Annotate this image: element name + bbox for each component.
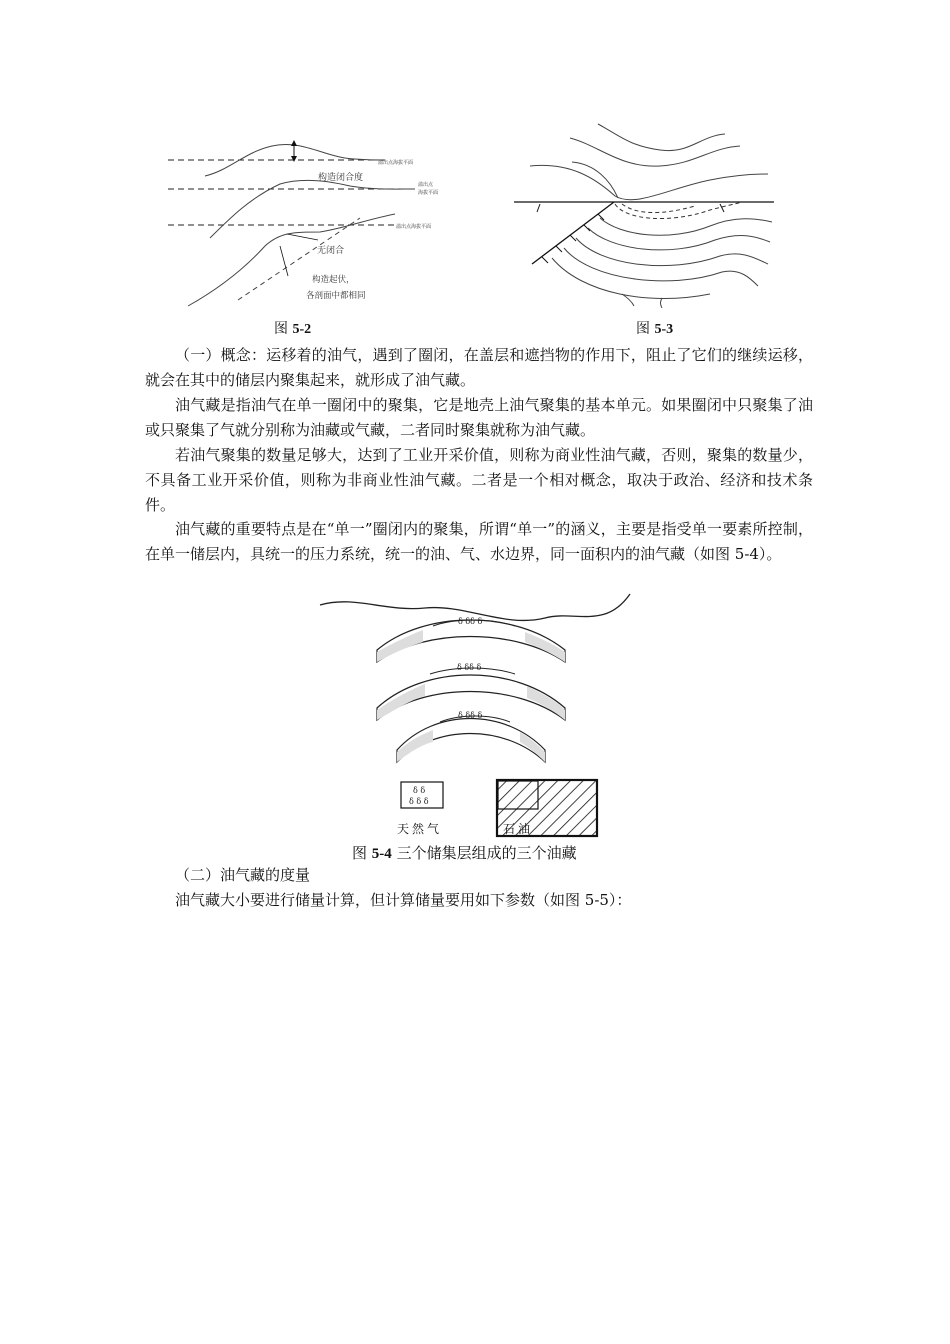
label-relief-1: 构造起伏， [312,275,355,285]
paragraph-commercial: 若油气聚集的数量足够大，达到了工业开采价值，则称为商业性油气藏，否则，聚集的数量少，不具备工业开采价值，则称为非商业性油气藏。二者是一个相对概念，取决于政治、经济和技术条件。 [145,446,813,514]
label-spill-plane-2: 海拔平面 [418,190,439,196]
label-spill-plane-1: 溢出点海拔平面 [378,160,414,166]
svg-text:δ δδ δ: δ δδ δ [458,617,483,626]
svg-text:δ δδ δ: δ δδ δ [457,663,482,672]
svg-text:δ δδ δ: δ δδ δ [458,711,483,720]
caption-fig-5-4: 图 5-4 三个储集层组成的三个油藏 [352,844,577,862]
figure-5-4 [315,590,635,845]
caption-fig-5-3: 图 5-3 [636,321,674,337]
label-relief-2: 各剖面中都相同 [306,291,366,301]
relief-dashed-line [238,218,360,300]
figure-5-3 [510,118,780,308]
label-spill-point: 溢出点 [418,182,434,188]
caption-fig-5-2: 图 5-2 [274,321,312,337]
figure-5-2 [160,128,460,318]
label-spill-plane-3: 溢出点海拔平面 [396,224,432,230]
legend-gas-label: 天然气 [397,822,443,836]
legend-oil-label: 石油 [503,822,534,836]
label-no-closure: 无闭合 [317,246,345,256]
reservoir-1 [377,617,565,662]
svg-text:δ δ: δ δ [413,786,426,795]
paragraph-reserves: 油气藏大小要进行储量计算，但计算储量要用如下参数（如图 5-5）： [175,891,632,909]
reservoir-3 [397,711,545,762]
paragraph-concept: （一）概念：运移着的油气，遇到了圈闭，在盖层和遮挡物的作用下，阻止了它们的继续运移，就会在其中的储层内聚集起来，就形成了油气藏。 [145,346,813,389]
svg-text:δ δ δ: δ δ δ [409,797,429,806]
section-heading-measurement: （二）油气藏的度量 [175,866,311,884]
label-closure-height: 构造闭合度 [318,173,364,183]
paragraph-definition: 油气藏是指油气在单一圈闭中的聚集，它是地壳上油气聚集的基本单元。如果圈闭中只聚集了油或只聚集了气就分别称为油藏或气藏，二者同时聚集就称为油气藏。 [145,396,813,439]
paragraph-features: 油气藏的重要特点是在“单一”圈闭内的聚集，所谓“单一”的涵义，主要是指受单一要素所控制，在单一储层内，具统一的压力系统，统一的油、气、水边界，同一面积内的油气藏（如图 5-4）。 [145,520,813,563]
